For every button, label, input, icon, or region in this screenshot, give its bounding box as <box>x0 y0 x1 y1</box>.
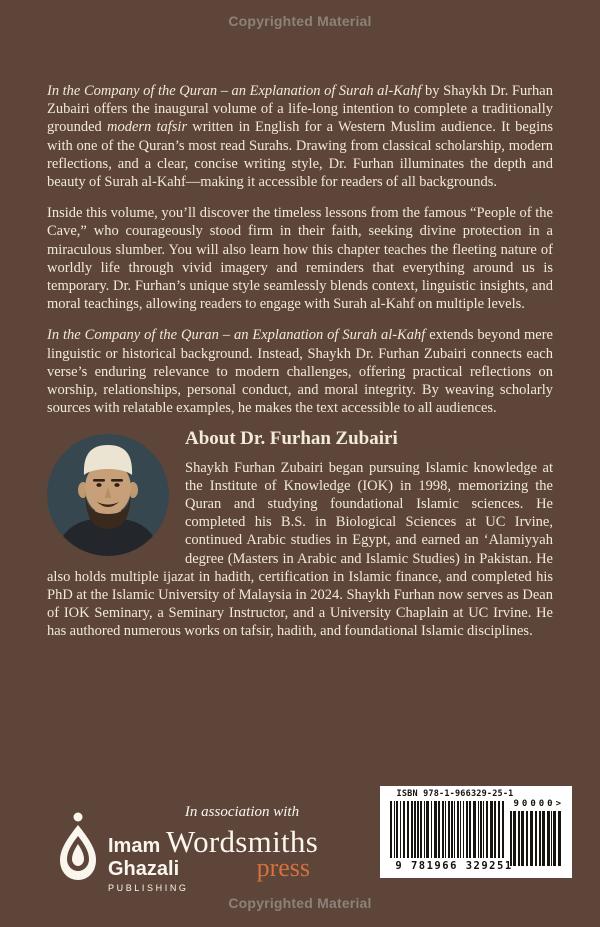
about-heading: About Dr. Furhan Zubairi <box>185 428 398 450</box>
isbn-label: ISBN 978-1-966329-25-1 <box>396 789 514 799</box>
ghazali-flame-drop-icon <box>56 810 100 888</box>
author-photo <box>47 434 169 556</box>
publisher-logo-wordsmiths <box>166 804 318 881</box>
blurb-paragraph-1: In the Company of the Quran – an Explanation of Surah al-Kahf by Shaykh Dr. Furhan Zubairi offers the inaugural volume of a life-long intention to complete a traditionally grounded modern tafsir written in English for a Western Muslim audience. It begins with one of the Quran’s most read Surahs. Drawing from classical scholarship, modern reflections, and a clear, concise writing style, Dr. Furhan illuminates the depth and beauty of Surah al-Kahf—making it accessible for readers of all backgrounds. <box>47 83 553 191</box>
back-cover-text <box>47 82 553 641</box>
footer <box>0 782 600 900</box>
author-bio: Shaykh Furhan Zubairi began pursuing Islamic knowledge at the Institute of Knowledge (IOK) in 1998, memorizing the Quran and studying foundational Islamic sciences. He completed his B.S. in Biological Sciences at UC Irvine, continued Arabic studies in Egypt, and earned an ‘Alamiyyah degree (Masters in Arabic and Islamic Studies) in Pakistan. He also holds multiple ijazat in hadith, certification in Islamic finance, and completed his PhD at the Islamic University of Malaysia in 2024. Shaykh Furhan now serves as Dean of IOK Seminary, a Seminary Instructor, and a University Chaplain at UC Irvine. He has authored numerous works on tafsir, hadith, and foundational Islamic disciplines. <box>47 459 553 640</box>
barcode <box>380 786 572 878</box>
copyright-watermark-top: Copyrighted Material <box>228 13 372 29</box>
wordsmiths-wordmark: Wordsmiths <box>166 824 319 859</box>
association-label: In association with <box>184 804 300 820</box>
blurb-paragraph-2: Inside this volume, you’ll discover the timeless lessons from the famous “People of the Cave,” who courageously stood firm in their faith, seeking divine protection in a miraculous slumber. You will also learn how this chapter teaches the fleeting nature of worldly life through vivid imagery and reminders that everything around us is temporary. Dr. Furhan’s unique style seamlessly blends context, linguistic insights, and moral teachings, allowing readers to engage with Surah al-Kahf on multiple levels. <box>47 205 553 313</box>
blurb-paragraph-3: In the Company of the Quran – an Explanation of Surah al-Kahf extends beyond mere linguistic or historical background. Instead, Shaykh Dr. Furhan Zubairi connects each verse’s enduring relevance to modern challenges, offering practical reflections on worship, relationships, personal conduct, and moral integrity. By weaving scholarly sources with relatable examples, he makes the text accessible to all audiences. <box>47 327 553 417</box>
barcode-digits: 9 781966 329251 <box>395 860 513 872</box>
imam-ghazali-line2: Ghazali <box>108 858 180 880</box>
barcode-addon-label: 90000> <box>513 799 564 809</box>
barcode-bars-addon <box>510 811 564 866</box>
barcode-bars-main <box>390 801 518 858</box>
copyright-watermark-bottom: Copyrighted Material <box>228 895 372 911</box>
author-portrait-illustration <box>47 434 169 556</box>
wordsmiths-press-label: press <box>256 852 310 882</box>
about-author-section <box>47 430 553 640</box>
imam-ghazali-line3: PUBLISHING <box>108 883 189 893</box>
imam-ghazali-line1: Imam <box>108 835 161 857</box>
